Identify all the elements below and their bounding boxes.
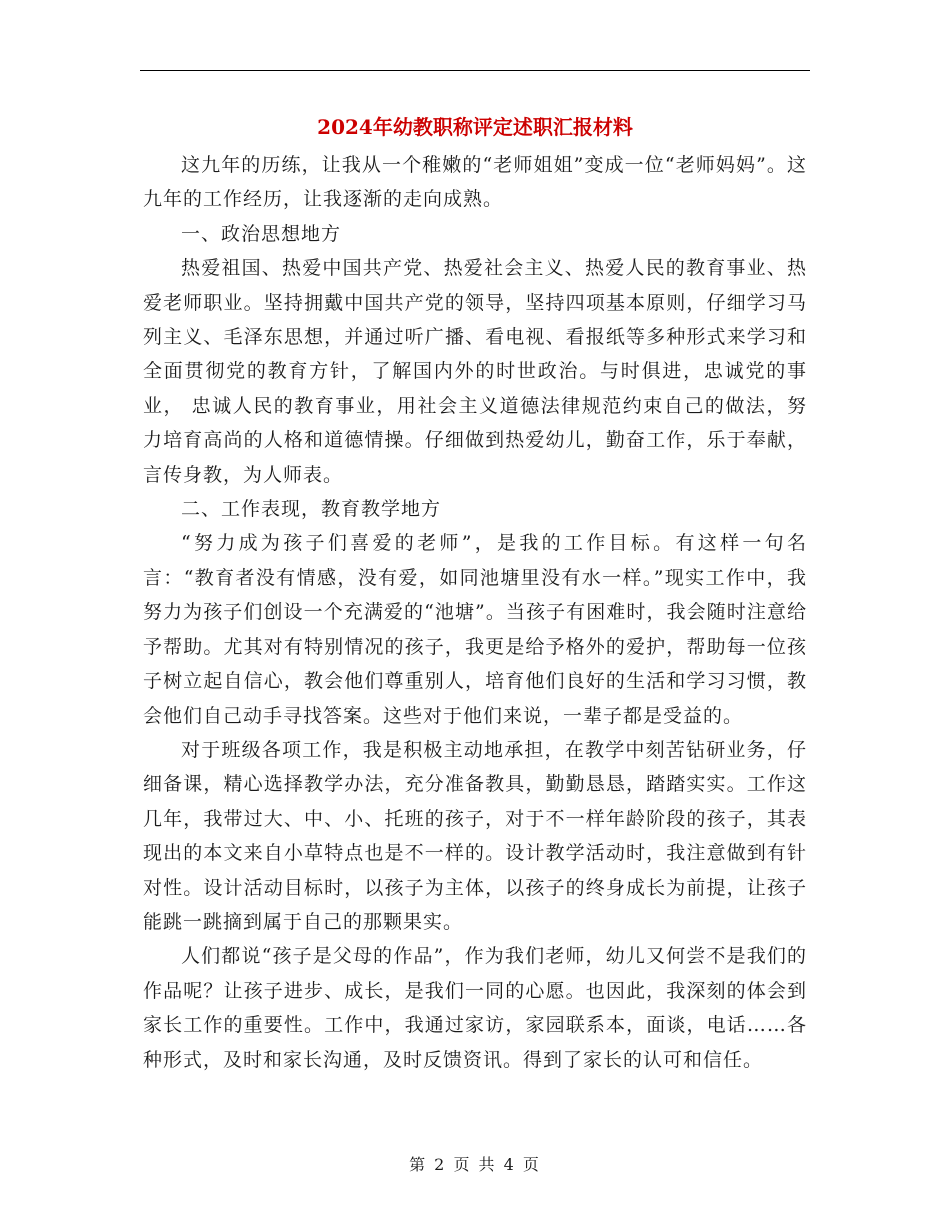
section-heading-work: 二、工作表现，教育教学地方 xyxy=(181,498,442,521)
paragraph-intro: 这九年的历练，让我从一个稚嫩的“老师姐姐”变成一位“老师妈妈”。这九年的工作经历，让我逐渐的走向成熟。 xyxy=(143,154,807,211)
paragraph-parents: 人们都说“孩子是父母的作品”，作为我们老师，幼儿又何尝不是我们的作品呢？让孩子进步、成长，是我们一同的心愿。也因此，我深刻的体会到家长工作的重要性。工作中，我通过家访，家园联系本，面谈，电话……各种形式，及时和家长沟通，及时反馈资讯。得到了家长的认可和信任。 xyxy=(143,945,807,1071)
document-body xyxy=(143,148,807,1077)
page-number: 第 2 页 共 4 页 xyxy=(409,1155,541,1174)
paragraph-class-work: 对于班级各项工作，我是积极主动地承担，在教学中刻苦钻研业务，仔细备课，精心选择教学办法，充分准备教具，勤勤恳恳，踏踏实实。工作这几年，我带过大、中、小、托班的孩子，对于不一样年龄阶段的孩子，其表现出的本文来自小草特点也是不一样的。设计教学活动时，我注意做到有针对性。设计活动目标时，以孩子为主体，以孩子的终身成长为前提，让孩子能跳一跳摘到属于自己的那颗果实。 xyxy=(143,738,807,933)
paragraph-political: 热爱祖国、热爱中国共产党、热爱社会主义、热爱人民的教育事业、热爱老师职业。坚持拥戴中国共产党的领导，坚持四项基本原则，仔细学习马列主义、毛泽东思想，并通过听广播、看电视、看报纸等多种形式来学习和全面贯彻党的教育方针，了解国内外的时世政治。与时俱进，忠诚党的事业， 忠诚人民的教育事业，用社会主义道德法律规范约束自己的做法，努力培育高尚的人格和道德情操。仔细做到热爱幼儿，勤奋工作，乐于奉献，言传身教，为人师表。 xyxy=(143,257,807,486)
section-heading-political: 一、政治思想地方 xyxy=(181,222,342,245)
header-rule xyxy=(140,70,810,71)
document-title: 2024年幼教职称评定述职汇报材料 xyxy=(317,115,633,139)
paragraph-work-goal: “努力成为孩子们喜爱的老师”，是我的工作目标。有这样一句名言：“教育者没有情感，没有爱，如同池塘里没有水一样。”现实工作中，我努力为孩子们创设一个充满爱的“池塘”。当孩子有困难时，我会随时注意给予帮助。尤其对有特别情况的孩子，我更是给予格外的爱护，帮助每一位孩子树立起自信心，教会他们尊重别人，培育他们良好的生活和学习习惯，教会他们自己动手寻找答案。这些对于他们来说，一辈子都是受益的。 xyxy=(143,532,807,727)
